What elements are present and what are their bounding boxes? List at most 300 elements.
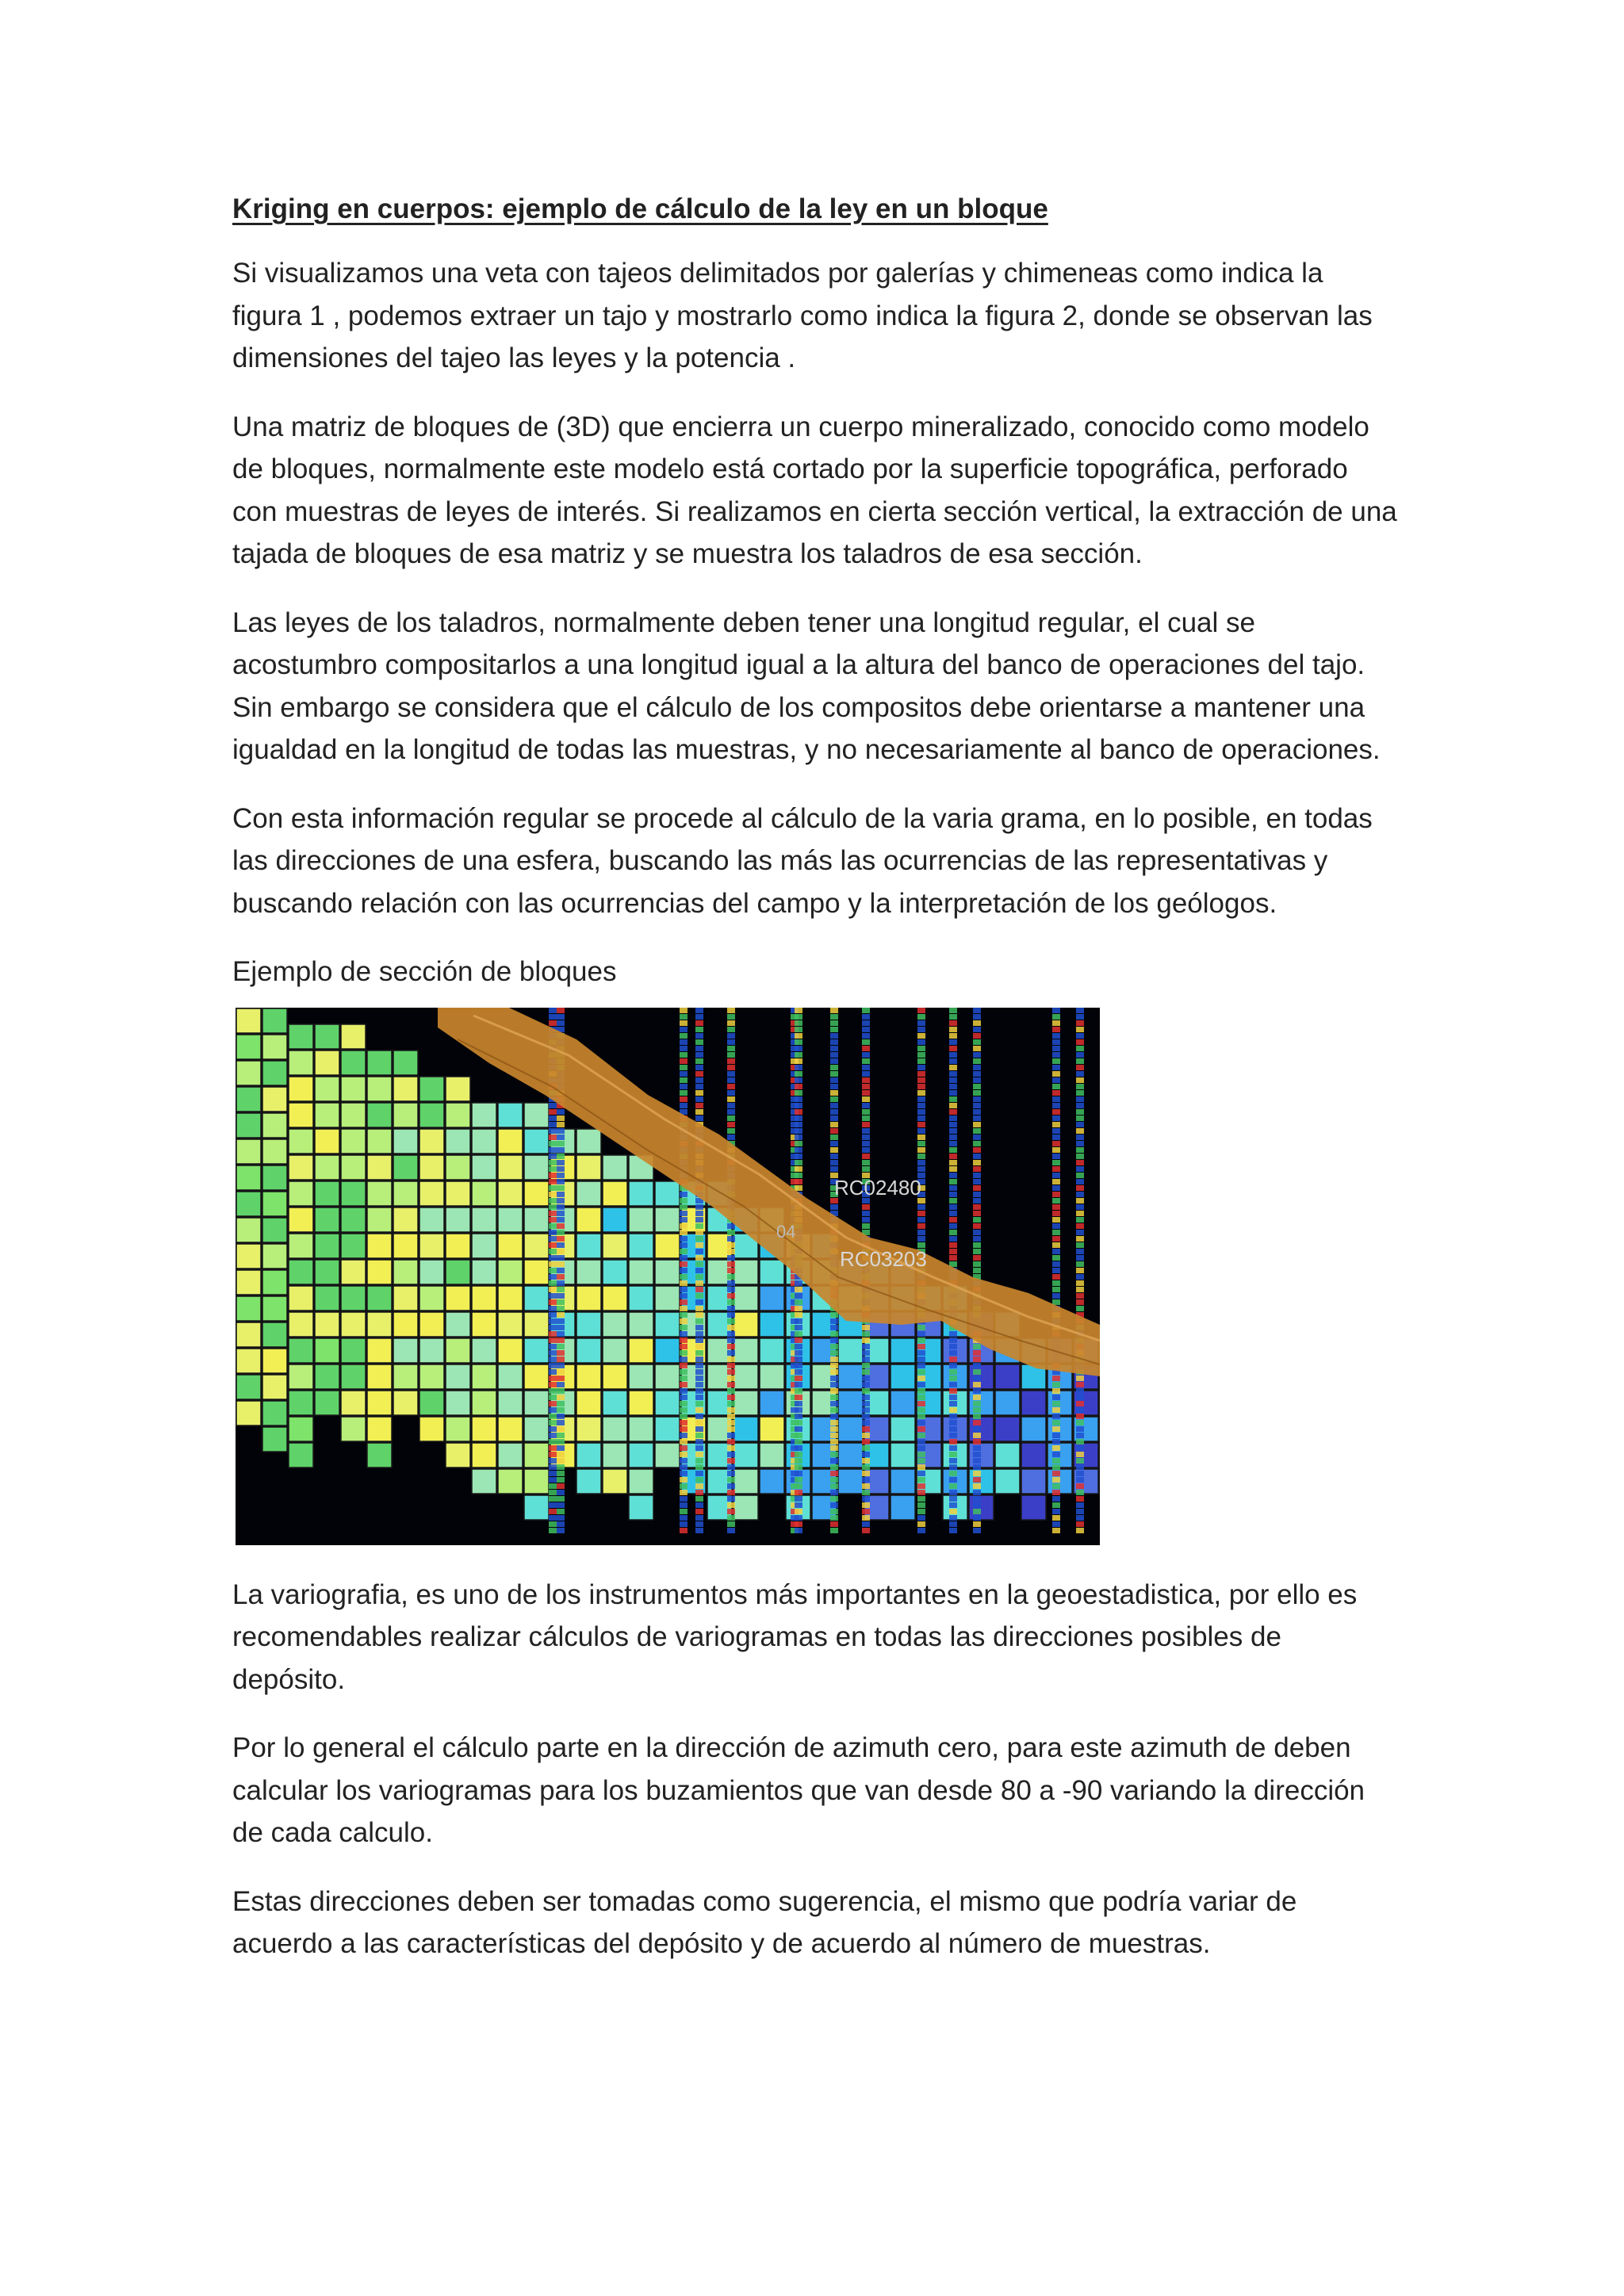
block-cell <box>262 1008 287 1033</box>
drillhole-segment <box>862 1528 870 1533</box>
block-cell <box>262 1192 287 1216</box>
drillhole-segment <box>795 1401 802 1406</box>
drillhole-segment <box>973 1388 981 1394</box>
drillhole-segment <box>727 1274 735 1280</box>
drillhole-segment <box>1052 1198 1060 1203</box>
document-title: Kriging en cuerpos: ejemplo de cálculo de la ley en un bloque <box>232 193 1048 224</box>
drillhole-segment <box>917 1496 925 1502</box>
block-cell <box>524 1260 549 1284</box>
drillhole-segment <box>1052 1236 1060 1242</box>
block-cell <box>236 1244 261 1269</box>
drillhole-segment <box>949 1395 957 1400</box>
drillhole-segment <box>680 1376 688 1381</box>
drillhole-segment <box>917 1147 925 1153</box>
drillhole-segment <box>795 1299 802 1305</box>
drillhole-segment <box>917 1458 925 1464</box>
block-cell <box>289 1364 313 1389</box>
drillhole-segment <box>557 1439 565 1445</box>
drillhole-segment <box>695 1426 703 1432</box>
drillhole-segment <box>727 1401 735 1406</box>
block-cell <box>498 1207 523 1232</box>
drillhole-segment <box>830 1388 838 1394</box>
drillhole-segment <box>1052 1445 1060 1451</box>
drillhole-segment <box>680 1306 688 1311</box>
drillhole-segment <box>549 1420 557 1425</box>
drillhole-segment <box>973 1217 981 1223</box>
drillhole-segment <box>862 1521 870 1527</box>
block-cell <box>341 1286 366 1311</box>
drillhole-segment <box>695 1230 703 1235</box>
block-cell <box>472 1417 496 1441</box>
drillhole-segment <box>549 1128 557 1134</box>
drillhole-segment <box>795 1471 802 1476</box>
drillhole-segment <box>795 1407 802 1413</box>
block-cell <box>262 1087 287 1112</box>
block-cell <box>498 1312 523 1337</box>
block-cell <box>498 1286 523 1311</box>
drillhole-segment <box>1052 1173 1060 1178</box>
drillhole-segment <box>862 1382 870 1387</box>
drillhole-segment <box>1052 1077 1060 1083</box>
drillhole-segment <box>549 1230 557 1235</box>
drillhole-segment <box>862 1452 870 1457</box>
drillhole-segment <box>1052 1211 1060 1216</box>
drillhole-segment <box>680 1483 688 1489</box>
drillhole-segment <box>973 1046 981 1051</box>
drillhole-segment <box>1052 1141 1060 1146</box>
drillhole-segment <box>862 1433 870 1438</box>
drillhole-segment <box>862 1135 870 1140</box>
block-cell <box>341 1207 366 1232</box>
drillhole-segment <box>973 1496 981 1502</box>
drillhole-segment <box>680 1261 688 1267</box>
drillhole-segment <box>862 1407 870 1413</box>
drillhole-segment <box>1076 1483 1084 1489</box>
drillhole-segment <box>1052 1268 1060 1273</box>
block-cell <box>315 1338 339 1363</box>
drillhole-segment <box>1052 1407 1060 1413</box>
drillhole-segment <box>973 1236 981 1242</box>
drillhole-segment <box>973 1014 981 1020</box>
drillhole-segment <box>695 1312 703 1318</box>
drillhole-segment <box>862 1337 870 1343</box>
drillhole-segment <box>830 1414 838 1419</box>
drillhole-segment <box>949 1141 957 1146</box>
drillhole-segment <box>830 1395 838 1400</box>
drillhole-segment <box>1052 1515 1060 1521</box>
drillhole-segment <box>973 1357 981 1362</box>
drillhole-segment <box>917 1014 925 1020</box>
drillhole-segment <box>917 1077 925 1083</box>
drillhole-segment <box>549 1407 557 1413</box>
drillhole-segment <box>1052 1135 1060 1140</box>
block-cell <box>472 1286 496 1311</box>
drillhole-segment <box>695 1008 703 1013</box>
drillhole-segment <box>830 1420 838 1425</box>
drillhole-segment <box>549 1287 557 1292</box>
block-cell <box>472 1312 496 1337</box>
drillhole-segment <box>695 1204 703 1210</box>
drillhole-segment <box>695 1452 703 1457</box>
drillhole-segment <box>973 1135 981 1140</box>
drillhole-segment <box>862 1103 870 1108</box>
drillhole-segment <box>549 1166 557 1172</box>
drillhole-segment <box>973 1407 981 1413</box>
block-cell <box>315 1391 339 1415</box>
block-cell <box>262 1165 287 1190</box>
drillhole-segment <box>795 1426 802 1432</box>
drillhole-segment <box>830 1046 838 1051</box>
block-cell <box>655 1286 680 1311</box>
block-cell <box>446 1312 470 1337</box>
drillhole-segment <box>1052 1039 1060 1045</box>
drillhole-segment <box>830 1376 838 1381</box>
block-cell <box>576 1207 601 1232</box>
drillhole-segment <box>862 1039 870 1045</box>
drillhole-segment <box>695 1084 703 1089</box>
drillhole-segment <box>1076 1280 1084 1286</box>
drillhole-segment <box>973 1477 981 1483</box>
block-cell <box>603 1286 627 1311</box>
block-cell <box>367 1338 392 1363</box>
drillhole-segment <box>557 1154 565 1159</box>
drillhole-segment <box>695 1464 703 1470</box>
drillhole-segment <box>1052 1128 1060 1134</box>
drillhole-segment <box>973 1204 981 1210</box>
drillhole-segment <box>795 1008 802 1013</box>
drillhole-segment <box>695 1382 703 1387</box>
drillhole-segment <box>1052 1452 1060 1457</box>
drillhole-segment <box>795 1103 802 1108</box>
drillhole-segment <box>727 1033 735 1039</box>
drillhole-segment <box>949 1052 957 1058</box>
drillhole-segment <box>727 1414 735 1419</box>
drillhole-segment <box>917 1211 925 1216</box>
drillhole-segment <box>549 1160 557 1165</box>
drillhole-segment <box>680 1496 688 1502</box>
drillhole-segment <box>549 1509 557 1514</box>
block-cell <box>603 1155 627 1180</box>
drillhole-segment <box>795 1058 802 1064</box>
block-cell <box>524 1338 549 1363</box>
block-cell <box>367 1077 392 1101</box>
drillhole-segment <box>949 1249 957 1254</box>
drillhole-segment <box>695 1299 703 1305</box>
drillhole-segment <box>973 1464 981 1470</box>
block-cell <box>393 1286 418 1311</box>
drillhole-segment <box>830 1027 838 1032</box>
drillhole-segment <box>862 1122 870 1127</box>
drillhole-segment <box>727 1020 735 1026</box>
drillhole-segment <box>680 1020 688 1026</box>
drillhole-segment <box>917 1363 925 1368</box>
block-cell <box>472 1364 496 1389</box>
drillhole-segment <box>695 1077 703 1083</box>
drillhole-segment <box>695 1458 703 1464</box>
drillhole-segment <box>727 1122 735 1127</box>
drillhole-segment <box>727 1115 735 1121</box>
block-cell <box>1021 1391 1046 1415</box>
drillhole-segment <box>549 1261 557 1267</box>
drillhole-segment <box>949 1109 957 1115</box>
block-cell <box>472 1443 496 1468</box>
block-cell <box>655 1260 680 1284</box>
block-cell <box>838 1338 863 1363</box>
drillhole-segment <box>549 1185 557 1191</box>
block-cell <box>367 1312 392 1337</box>
drillhole-segment <box>557 1160 565 1165</box>
block-cell <box>472 1260 496 1284</box>
drillhole-segment <box>680 1363 688 1368</box>
block-cell <box>289 1077 313 1101</box>
block-cell <box>629 1338 653 1363</box>
block-cell <box>498 1469 523 1494</box>
drillhole-segment <box>949 1471 957 1476</box>
drillhole-segment <box>917 1420 925 1425</box>
drillhole-segment <box>1052 1185 1060 1191</box>
drillhole-segment <box>1052 1261 1060 1267</box>
drillhole-segment <box>727 1223 735 1229</box>
document-content <box>232 187 1398 1992</box>
drillhole-segment <box>973 1185 981 1191</box>
drillhole-segment <box>680 1414 688 1419</box>
drillhole-segment <box>973 1502 981 1508</box>
drillhole-segment <box>949 1350 957 1356</box>
block-cell <box>315 1234 339 1258</box>
drillhole-segment <box>557 1496 565 1502</box>
drillhole-segment <box>695 1325 703 1330</box>
drillhole-segment <box>973 1198 981 1203</box>
drillhole-segment <box>680 1312 688 1318</box>
drillhole-segment <box>1076 1211 1084 1216</box>
block-cell <box>733 1391 758 1415</box>
drillhole-segment <box>695 1071 703 1077</box>
drillhole-segment <box>727 1464 735 1470</box>
drillhole-segment <box>917 1521 925 1527</box>
block-section-figure <box>236 1008 1100 1545</box>
block-cell <box>393 1364 418 1389</box>
block-cell <box>236 1008 261 1033</box>
block-cell <box>419 1286 444 1311</box>
drillhole-segment <box>1052 1280 1060 1286</box>
drillhole-segment <box>830 1528 838 1533</box>
drillhole-segment <box>695 1255 703 1261</box>
block-cell <box>760 1338 784 1363</box>
block-cell <box>236 1375 261 1399</box>
drillhole-segment <box>949 1020 957 1026</box>
drillhole-segment <box>680 1052 688 1058</box>
drillhole-segment <box>795 1306 802 1311</box>
drillhole-segment <box>973 1020 981 1026</box>
block-cell <box>524 1207 549 1232</box>
block-cell <box>446 1417 470 1441</box>
drillhole-segment <box>549 1312 557 1318</box>
drillhole-segment <box>862 1223 870 1229</box>
drillhole-segment <box>680 1058 688 1064</box>
drillhole-segment <box>830 1141 838 1146</box>
drillhole-segment <box>727 1318 735 1324</box>
block-cell <box>891 1469 915 1494</box>
drillhole-segment <box>557 1166 565 1172</box>
drillhole-segment <box>830 1312 838 1318</box>
block-cell <box>603 1338 627 1363</box>
block-cell <box>367 1391 392 1415</box>
drillhole-segment <box>680 1249 688 1254</box>
drillhole-segment <box>1076 1173 1084 1178</box>
drillhole-segment <box>727 1071 735 1077</box>
block-cell <box>1021 1443 1046 1468</box>
drillhole-segment <box>949 1509 957 1514</box>
block-cell <box>969 1469 994 1494</box>
block-cell <box>315 1024 339 1049</box>
drillhole-segment <box>830 1058 838 1064</box>
drillhole-segment <box>549 1521 557 1527</box>
drillhole-segment <box>1076 1306 1084 1311</box>
drillhole-segment <box>862 1058 870 1064</box>
drillhole-segment <box>727 1376 735 1381</box>
drillhole-segment <box>727 1502 735 1508</box>
drillhole-segment <box>727 1255 735 1261</box>
block-section-image <box>236 1008 1100 1545</box>
block-cell <box>289 1443 313 1468</box>
drillhole-segment <box>1052 1008 1060 1013</box>
block-cell <box>262 1035 287 1059</box>
drillhole-segment <box>557 1242 565 1248</box>
block-cell <box>367 1417 392 1441</box>
drillhole-segment <box>680 1521 688 1527</box>
drillhole-segment <box>949 1230 957 1235</box>
drillhole-segment <box>917 1471 925 1476</box>
drillhole-segment <box>1076 1477 1084 1483</box>
drillhole-segment <box>549 1217 557 1223</box>
drillhole-segment <box>695 1509 703 1514</box>
drillhole-segment <box>973 1141 981 1146</box>
drillhole-segment <box>727 1261 735 1267</box>
drillhole-segment <box>680 1027 688 1032</box>
drillhole-segment <box>917 1445 925 1451</box>
drillhole-segment <box>949 1135 957 1140</box>
drillhole-segment <box>795 1280 802 1286</box>
drillhole-segment <box>1076 1242 1084 1248</box>
drillhole-segment <box>917 1052 925 1058</box>
drillhole-segment <box>680 1350 688 1356</box>
drillhole-segment <box>949 1027 957 1032</box>
block-cell <box>524 1364 549 1389</box>
drillhole-segment <box>695 1401 703 1406</box>
drillhole-segment <box>557 1490 565 1495</box>
drillhole-segment <box>557 1230 565 1235</box>
block-cell <box>262 1061 287 1085</box>
drillhole-label-3: 04 <box>776 1221 796 1242</box>
block-cell <box>341 1312 366 1337</box>
drillhole-segment <box>862 1401 870 1406</box>
drillhole-segment <box>830 1363 838 1368</box>
drillhole-segment <box>549 1274 557 1280</box>
drillhole-segment <box>973 1528 981 1533</box>
block-cell <box>315 1077 339 1101</box>
drillhole-segment <box>549 1502 557 1508</box>
drillhole-segment <box>1076 1496 1084 1502</box>
block-cell <box>236 1035 261 1059</box>
drillhole-segment <box>795 1395 802 1400</box>
block-cell <box>367 1103 392 1127</box>
drillhole-segment <box>949 1236 957 1242</box>
drillhole-segment <box>680 1039 688 1045</box>
block-cell <box>733 1286 758 1311</box>
drillhole-segment <box>973 1376 981 1381</box>
drillhole-segment <box>795 1128 802 1134</box>
drillhole-segment <box>949 1198 957 1203</box>
block-cell <box>576 1181 601 1206</box>
drillhole-segment <box>949 1382 957 1387</box>
block-cell <box>498 1260 523 1284</box>
drillhole-segment <box>1076 1192 1084 1197</box>
drillhole-segment <box>795 1363 802 1368</box>
drillhole-segment <box>1052 1204 1060 1210</box>
drillhole-segment <box>557 1395 565 1400</box>
block-cell <box>236 1061 261 1085</box>
drillhole-segment <box>949 1426 957 1432</box>
drillhole-segment <box>795 1420 802 1425</box>
drillhole-segment <box>727 1008 735 1013</box>
block-cell <box>655 1417 680 1441</box>
block-cell <box>446 1338 470 1363</box>
drillhole-segment <box>727 1128 735 1134</box>
drillhole-segment <box>727 1369 735 1375</box>
drillhole-segment <box>549 1115 557 1121</box>
block-cell <box>446 1286 470 1311</box>
drillhole-segment <box>973 1268 981 1273</box>
block-cell <box>524 1495 549 1520</box>
drillhole-segment <box>862 1439 870 1445</box>
block-cell <box>995 1364 1020 1389</box>
drillhole-segment <box>949 1388 957 1394</box>
drillhole-segment <box>830 1369 838 1375</box>
drillhole-segment <box>727 1103 735 1108</box>
drillhole-segment <box>795 1071 802 1077</box>
drillhole-segment <box>727 1306 735 1311</box>
drillhole-segment <box>557 1407 565 1413</box>
drillhole-segment <box>695 1046 703 1051</box>
drillhole-segment <box>917 1033 925 1039</box>
drillhole-segment <box>1076 1096 1084 1102</box>
drillhole-segment <box>917 1027 925 1032</box>
drillhole-segment <box>917 1502 925 1508</box>
drillhole-segment <box>727 1230 735 1235</box>
drillhole-segment <box>795 1033 802 1039</box>
drillhole-segment <box>949 1363 957 1368</box>
block-cell <box>289 1129 313 1154</box>
drillhole-segment <box>557 1426 565 1432</box>
drillhole-segment <box>830 1464 838 1470</box>
drillhole-segment <box>917 1376 925 1381</box>
drillhole-segment <box>1052 1382 1060 1387</box>
drillhole-segment <box>917 1020 925 1026</box>
drillhole-segment <box>695 1502 703 1508</box>
drillhole-segment <box>695 1249 703 1254</box>
drillhole-segment <box>695 1096 703 1102</box>
drillhole-segment <box>1076 1452 1084 1457</box>
drillhole-segment <box>1052 1103 1060 1108</box>
drillhole-segment <box>1052 1528 1060 1533</box>
drillhole-segment <box>549 1363 557 1368</box>
drillhole-segment <box>727 1337 735 1343</box>
drillhole-segment <box>949 1420 957 1425</box>
drillhole-segment <box>973 1103 981 1108</box>
drillhole-segment <box>862 1020 870 1026</box>
block-cell <box>760 1312 784 1337</box>
block-cell <box>341 1129 366 1154</box>
